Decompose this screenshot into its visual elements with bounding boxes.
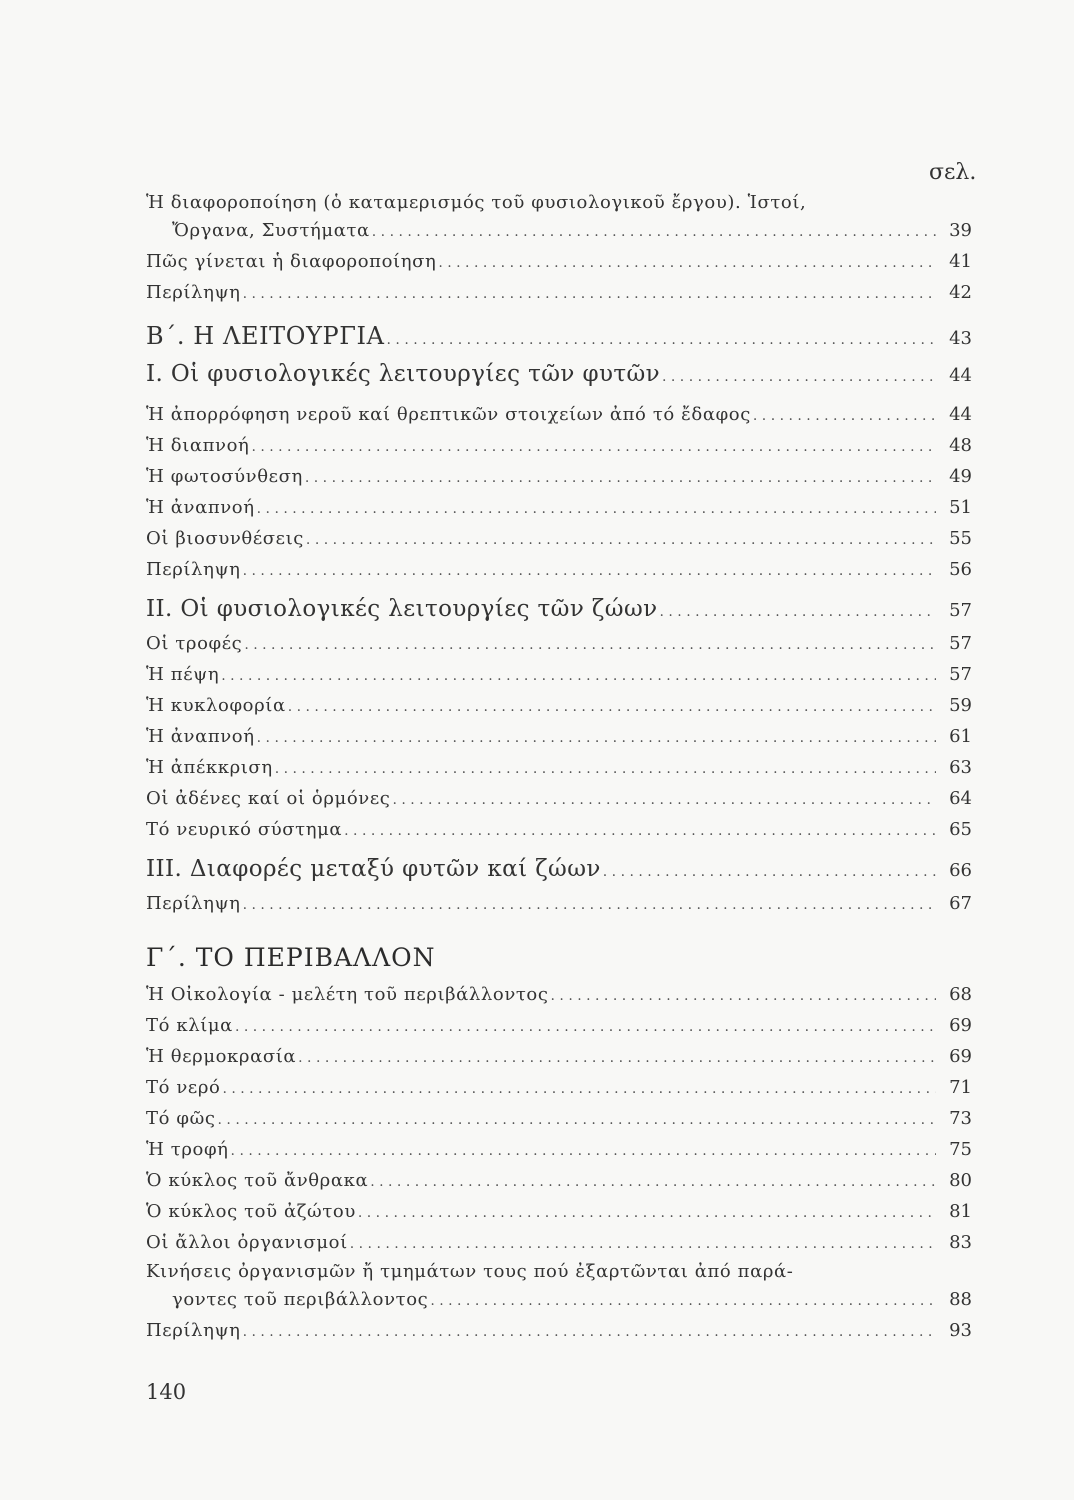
toc-entry-label: Περίληψη xyxy=(146,559,241,580)
dot-leader xyxy=(298,1043,936,1073)
toc-entry-label: Περίληψη xyxy=(146,282,241,303)
dot-leader xyxy=(251,432,936,462)
toc-entry xyxy=(146,784,972,815)
dot-leader xyxy=(243,1317,936,1347)
toc-entry-label: ΙΙΙ. Διαφορές μεταξύ φυτῶν καί ζώων xyxy=(146,856,601,882)
toc-entry xyxy=(146,190,972,216)
toc-entry-page: 57 xyxy=(949,664,972,685)
toc-entry-page: 59 xyxy=(949,695,972,716)
toc-entry xyxy=(146,431,972,462)
toc-entry-label: Ἡ διαφοροποίηση (ὁ καταμερισμός τοῦ φυσιολογικοῦ ἔργου). Ἱστοί, xyxy=(146,192,807,213)
toc-entry xyxy=(146,753,972,784)
toc-chapter-heading xyxy=(146,592,972,629)
toc-entry xyxy=(146,980,972,1011)
toc-entry-label: Οἱ ἄλλοι ὀργανισμοί xyxy=(146,1232,348,1253)
dot-leader xyxy=(243,890,936,920)
dot-leader xyxy=(231,1136,936,1166)
toc-entry-label: Ὁ κύκλος τοῦ ἀζώτου xyxy=(146,1201,356,1222)
toc-entry-page: 49 xyxy=(949,466,972,487)
dot-leader xyxy=(305,463,936,493)
dot-leader xyxy=(387,323,936,357)
toc-entry xyxy=(146,400,972,431)
toc-entry-page: 64 xyxy=(949,788,972,809)
toc-entry xyxy=(146,1135,972,1166)
toc-entry-page: 75 xyxy=(949,1139,972,1160)
toc-entry xyxy=(146,1104,972,1135)
dot-leader xyxy=(221,661,936,691)
dot-leader xyxy=(350,1229,936,1259)
toc-entry xyxy=(146,629,972,660)
dot-leader xyxy=(660,595,937,629)
toc-entry xyxy=(146,493,972,524)
toc-entry-page: 48 xyxy=(949,435,972,456)
dot-leader xyxy=(370,1167,936,1197)
toc-entry xyxy=(146,247,972,278)
toc-entry-page: 93 xyxy=(949,1320,972,1341)
toc-entry xyxy=(146,462,972,493)
toc-entry-label: γοντες τοῦ περιβάλλοντος xyxy=(172,1289,429,1310)
toc-entry-label: Ἡ Οἰκολογία - μελέτη τοῦ περιβάλλοντος xyxy=(146,984,549,1005)
toc-entry-label: Ἡ ἀναπνοή xyxy=(146,726,255,747)
toc-entry-label: Τό φῶς xyxy=(146,1108,216,1129)
toc-entry-page: 63 xyxy=(949,757,972,778)
dot-leader xyxy=(551,981,936,1011)
toc-entry-page: 61 xyxy=(949,726,972,747)
toc-entry xyxy=(146,1073,972,1104)
toc-entry-label: Τό νευρικό σύστημα xyxy=(146,819,343,840)
toc-entry-label: Ἡ πέψη xyxy=(146,664,220,685)
dot-leader xyxy=(288,692,936,722)
toc-entry-label: Πῶς γίνεται ἡ διαφοροποίηση xyxy=(146,251,437,272)
toc-entry-page: 55 xyxy=(949,528,972,549)
toc-entry-page: 39 xyxy=(949,220,972,241)
dot-leader xyxy=(438,248,936,278)
toc-entry-page: 65 xyxy=(949,819,972,840)
toc-entry-label: Περίληψη xyxy=(146,1320,241,1341)
toc-entry-label: Ἡ κυκλοφορία xyxy=(146,695,286,716)
toc-entry xyxy=(146,1166,972,1197)
dot-leader xyxy=(753,401,936,431)
toc-entry xyxy=(146,691,972,722)
toc-entry xyxy=(146,1197,972,1228)
toc-entry-page: 71 xyxy=(949,1077,972,1098)
toc-entry xyxy=(146,524,972,555)
toc-entry xyxy=(146,1259,972,1285)
toc-entry xyxy=(146,815,972,846)
toc-entry-page: 57 xyxy=(949,600,972,621)
toc-entry xyxy=(146,1228,972,1259)
dot-leader xyxy=(244,630,936,660)
toc-entry-page: 57 xyxy=(949,633,972,654)
toc-entry-page: 88 xyxy=(949,1289,972,1310)
toc-entry-label: Ἡ ἀπορρόφηση νεροῦ καί θρεπτικῶν στοιχείων ἀπό τό ἔδαφος xyxy=(146,404,751,425)
toc-entry-page: 41 xyxy=(949,251,972,272)
toc-entry-label: Ι. Οἱ φυσιολογικές λειτουργίες τῶν φυτῶν xyxy=(146,361,660,387)
dot-leader xyxy=(243,279,936,309)
toc-entry-label: Ἡ φωτοσύνθεση xyxy=(146,466,303,487)
toc-entry-label: Ὁ κύκλος τοῦ ἄνθρακα xyxy=(146,1170,369,1191)
dot-leader xyxy=(662,360,936,394)
table-of-contents xyxy=(146,190,972,1347)
dot-leader xyxy=(344,816,936,846)
toc-entry-page: 51 xyxy=(949,497,972,518)
dot-leader xyxy=(372,217,936,247)
toc-entry-label: Ἡ ἀναπνοή xyxy=(146,497,255,518)
toc-entry-page: 69 xyxy=(949,1046,972,1067)
dot-leader xyxy=(257,723,936,753)
toc-entry-label: Ἡ ἀπέκκριση xyxy=(146,757,273,778)
toc-entry-page: 43 xyxy=(949,328,972,349)
toc-entry xyxy=(146,278,972,309)
toc-entry-page: 66 xyxy=(949,860,972,881)
toc-entry-label: Τό νερό xyxy=(146,1077,221,1098)
toc-entry-label: Οἱ ἀδένες καί οἱ ὁρμόνες xyxy=(146,788,391,809)
toc-entry-label: Κινήσεις ὀργανισμῶν ἤ τμημάτων τους πού ἐξαρτῶνται ἀπό παρά- xyxy=(146,1261,794,1282)
toc-entry xyxy=(146,1042,972,1073)
toc-entry-page: 68 xyxy=(949,984,972,1005)
toc-entry-page: 44 xyxy=(949,365,972,386)
toc-entry xyxy=(146,1285,972,1316)
dot-leader xyxy=(243,556,936,586)
toc-entry-page: 81 xyxy=(949,1201,972,1222)
toc-chapter-heading xyxy=(146,852,972,889)
dot-leader xyxy=(306,525,936,555)
page-column-label: σελ. xyxy=(929,160,977,185)
toc-entry-label: Περίληψη xyxy=(146,893,241,914)
toc-entry xyxy=(146,660,972,691)
toc-entry-page: 56 xyxy=(949,559,972,580)
toc-entry-label: Β΄. Η ΛΕΙΤΟΥΡΓΙΑ xyxy=(146,322,385,350)
dot-leader xyxy=(392,785,936,815)
toc-entry-label: ΙΙ. Οἱ φυσιολογικές λειτουργίες τῶν ζώων xyxy=(146,596,658,622)
toc-entry-page: 42 xyxy=(949,282,972,303)
dot-leader xyxy=(257,494,936,524)
toc-entry-label: Ἡ διαπνοή xyxy=(146,435,250,456)
toc-entry-label: Οἱ βιοσυνθέσεις xyxy=(146,528,304,549)
dot-leader xyxy=(235,1012,936,1042)
toc-chapter-heading xyxy=(146,357,972,394)
toc-entry xyxy=(146,1316,972,1347)
toc-entry xyxy=(146,1011,972,1042)
page-number: 140 xyxy=(146,1380,187,1404)
dot-leader xyxy=(218,1105,936,1135)
toc-entry-label: Οἱ τροφές xyxy=(146,633,243,654)
toc-entry-page: 83 xyxy=(949,1232,972,1253)
toc-entry-page: 80 xyxy=(949,1170,972,1191)
dot-leader xyxy=(358,1198,936,1228)
dot-leader xyxy=(275,754,936,784)
toc-part-heading: Γ΄. ΤΟ ΠΕΡΙΒΑΛΛΟΝ xyxy=(146,943,436,972)
dot-leader xyxy=(222,1074,936,1104)
toc-entry-label: Ἡ τροφή xyxy=(146,1139,229,1160)
toc-entry xyxy=(146,889,972,920)
toc-part-heading xyxy=(146,319,972,357)
toc-entry-label: Ἡ θερμοκρασία xyxy=(146,1046,297,1067)
toc-entry-label: Τό κλίμα xyxy=(146,1015,233,1036)
dot-leader xyxy=(430,1286,936,1316)
toc-entry-label: Ὄργανα, Συστήματα xyxy=(172,220,370,241)
dot-leader xyxy=(603,855,936,889)
toc-entry-page: 44 xyxy=(949,404,972,425)
toc-entry xyxy=(146,722,972,753)
toc-entry-page: 69 xyxy=(949,1015,972,1036)
toc-entry xyxy=(146,555,972,586)
toc-entry xyxy=(146,216,972,247)
toc-entry-page: 67 xyxy=(949,893,972,914)
toc-entry-page: 73 xyxy=(949,1108,972,1129)
